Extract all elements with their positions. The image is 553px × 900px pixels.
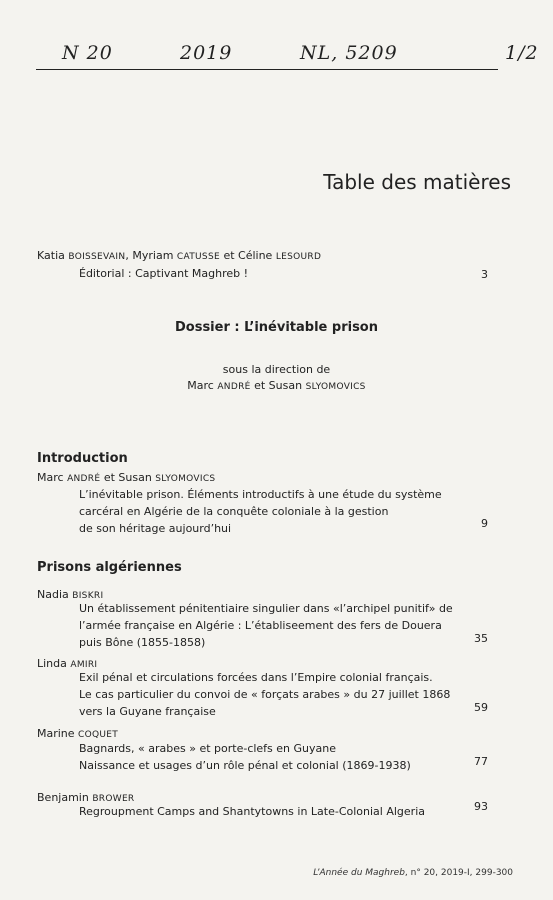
section-heading-prisons: Prisons algériennes	[37, 560, 182, 575]
entry-page: 59	[474, 701, 488, 714]
journal-footer: L’Année du Maghreb, n° 20, 2019-I, 299-300	[313, 868, 513, 878]
introduction-authors: Marc ANDRÉ et Susan SLYOMOVICS	[37, 471, 216, 484]
editorial-authors: Katia BOISSEVAIN, Myriam CATUSSE et Céline LESOURD	[37, 249, 322, 262]
handwritten-call-number: NL, 5209	[300, 42, 398, 64]
entry-page: 77	[474, 755, 488, 768]
entry-title: Un établissement pénitentiaire singulier dans «l’archipel punitif» de l’armée française en Algérie : L’établiseement des fers de Douera puis Bône (1855-1858)	[79, 602, 453, 649]
introduction-page: 9	[481, 517, 488, 530]
entry-author: Linda AMIRI	[37, 657, 98, 670]
entry-author: Marine COQUET	[37, 727, 119, 740]
dossier-direction: sous la direction de Marc ANDRÉ et Susan SLYOMOVICS	[187, 363, 366, 392]
entry-title: Bagnards, « arabes » et porte-clefs en Guyane Naissance et usages d’un rôle pénal et colonial (1869-1938)	[79, 742, 411, 772]
dossier-title: Dossier : L’inévitable prison	[174, 320, 378, 335]
entry-title: Exil pénal et circulations forcées dans l’Empire colonial français. Le cas particulier du convoi de « forçats arabes » du 27 juillet 1868 vers la Guyane française	[79, 671, 451, 718]
page-title: Table des matières	[323, 170, 511, 194]
editorial-page: 3	[481, 268, 488, 281]
editorial-entry: Éditorial : Captivant Maghreb !	[79, 267, 249, 280]
entry-author: Nadia BISKRI	[37, 588, 104, 601]
handwritten-year: 2019	[180, 42, 233, 64]
entry-page: 93	[474, 800, 488, 813]
handwritten-part-mark: 1/2	[505, 42, 539, 64]
entry-title: Regroupment Camps and Shantytowns in Late-Colonial Algeria	[79, 805, 426, 818]
handwritten-issue-number: N 20	[62, 42, 113, 64]
handwritten-underline	[36, 69, 498, 70]
entry-author: Benjamin BROWER	[37, 791, 135, 804]
section-heading-introduction: Introduction	[37, 451, 128, 466]
introduction-entry: L’inévitable prison. Éléments introductifs à une étude du système carcéral en Algérie de la conquête coloniale à la gestion de son héritage aujourd’hui	[79, 488, 442, 535]
entry-page: 35	[474, 632, 488, 645]
